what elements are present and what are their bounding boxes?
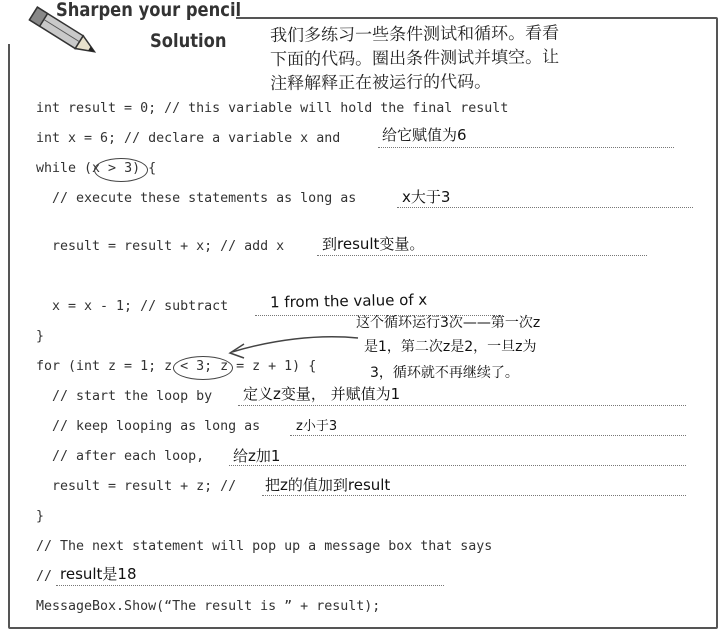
page-title: Sharpen your pencil <box>56 0 242 21</box>
code-line: // The next statement will pop up a message box that says <box>36 539 493 554</box>
answer-line <box>238 405 686 406</box>
for-condition: z < 3 <box>164 359 205 374</box>
annotation-line-3: 3，循环就不再继续了。 <box>370 365 519 381</box>
instruction-line-3: 注释解释正在被运行的代码。 <box>270 72 492 94</box>
answer-line <box>56 585 444 586</box>
code-line: // keep looping as long as <box>36 419 261 434</box>
code-text: for (int z = 1; <box>36 359 165 374</box>
answer-line <box>262 495 686 496</box>
while-condition: x > 3 <box>92 161 133 176</box>
code-line: x = x - 1; // subtract <box>36 299 229 314</box>
annotation-arrow-icon <box>222 328 362 362</box>
instruction-line-1: 我们多练习一些条件测试和循环。看看 <box>270 23 560 46</box>
answer-line <box>378 147 674 148</box>
answer-subtract-1: 1 from the value of x <box>269 290 428 312</box>
code-line: MessageBox.Show(“The result is ” + result); <box>36 599 381 614</box>
annotation-line-2: 是1，第二次z是2，一旦z为 <box>364 339 537 355</box>
code-line: result = result + x; // add x <box>36 239 285 254</box>
code-text: ; z = z + 1) { <box>204 359 317 374</box>
answer-add-z-to-result: 把z的值加到result <box>265 476 391 494</box>
instruction-line-2: 下面的代码。圈出条件测试并填空。让 <box>270 47 560 70</box>
answer-assign-6: 给它赋值为6 <box>382 126 467 144</box>
answer-result-is-18: result是18 <box>60 565 137 583</box>
code-line: } <box>36 329 45 344</box>
code-line: } <box>36 509 45 524</box>
page-subtitle: Solution <box>150 30 227 52</box>
code-line: // after each loop, <box>36 449 205 464</box>
code-line: // execute these statements as long as <box>36 191 357 206</box>
answer-line <box>229 465 686 466</box>
answer-add-1-to-z: 给z加1 <box>233 447 281 465</box>
answer-x-greater-3: x大于3 <box>402 188 451 206</box>
answer-define-z: 定义z变量， 并赋值为1 <box>243 385 401 403</box>
code-text: ) { <box>132 161 157 176</box>
answer-line <box>317 255 647 256</box>
answer-line <box>397 207 693 208</box>
while-condition-circle <box>94 158 148 182</box>
annotation-line-1: 这个循环运行3次——第一次z <box>356 315 541 331</box>
code-line: int result = 0; // this variable will hold the final result <box>36 101 509 116</box>
code-line: result = result + z; // <box>36 479 237 494</box>
code-text: while ( <box>36 161 93 176</box>
answer-line <box>290 435 686 436</box>
answer-to-result: 到result变量。 <box>322 235 425 253</box>
answer-z-less-3: z小于3 <box>296 419 338 434</box>
code-line: // start the loop by <box>36 389 213 404</box>
code-line: // <box>36 569 53 584</box>
code-line: int x = 6; // declare a variable x and <box>36 131 341 146</box>
